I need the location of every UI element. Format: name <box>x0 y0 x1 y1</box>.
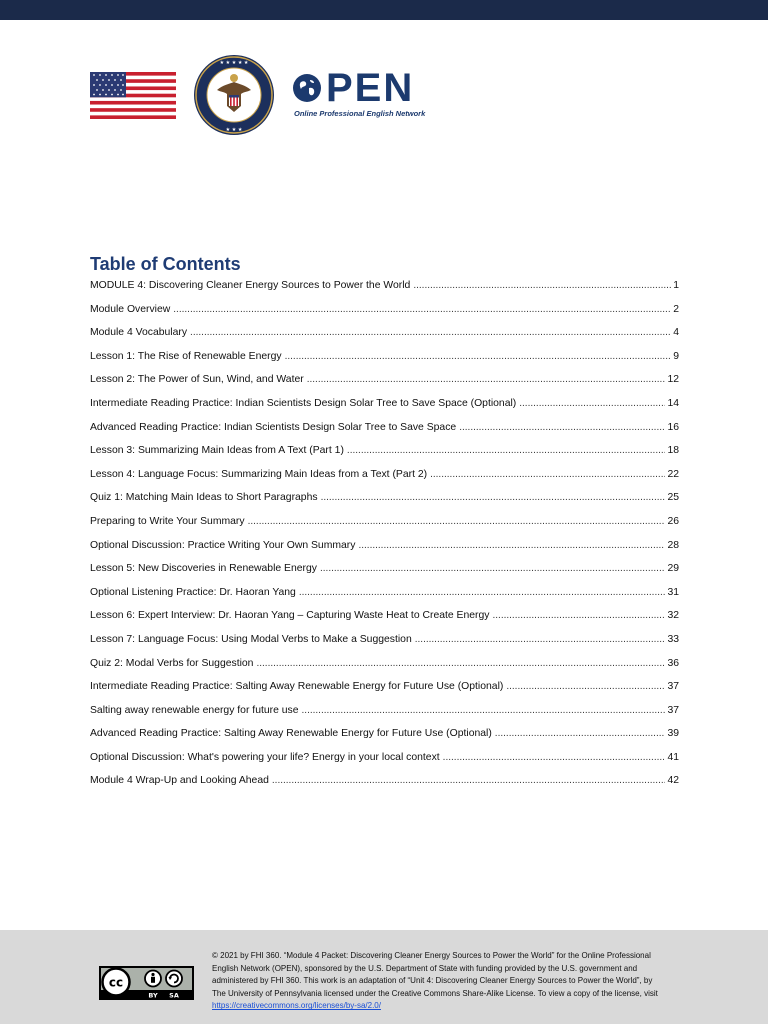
toc-entry[interactable] <box>90 587 679 611</box>
toc-entry-page-number: 1 <box>673 280 679 291</box>
toc-dot-leader <box>413 280 671 291</box>
toc-entry-title: Lesson 5: New Discoveries in Renewable Energy <box>90 563 317 575</box>
seal-text-bottom: ★ ★ ★ <box>225 127 243 133</box>
toc-heading: Table of Contents <box>90 254 241 274</box>
toc-dot-leader <box>492 610 665 621</box>
toc-entry[interactable] <box>90 516 679 540</box>
toc-entry-title: Lesson 7: Language Focus: Using Modal Verbs to Make a Suggestion <box>90 633 412 645</box>
globe-icon <box>292 73 322 103</box>
cc-badge-sa: SA <box>169 991 179 1000</box>
toc-entry-title: Optional Listening Practice: Dr. Haoran Yang <box>90 586 296 598</box>
open-logo <box>292 68 425 118</box>
toc-dot-leader <box>415 634 666 645</box>
toc-entry-title: Intermediate Reading Practice: Indian Scientists Design Solar Tree to Save Space (Optional) <box>90 397 517 409</box>
toc-entry-page-number: 4 <box>673 327 679 339</box>
logo-wordmark: PEN <box>326 66 415 110</box>
license-link[interactable]: https://creativecommons.org/licenses/by-sa/2.0/ <box>212 1001 381 1011</box>
toc-entry-title: Quiz 2: Modal Verbs for Suggestion <box>90 657 254 669</box>
toc-entry[interactable] <box>90 540 679 564</box>
toc-dot-leader <box>299 587 666 598</box>
cc-by-sa-badge-icon <box>99 966 194 1000</box>
toc-dot-leader <box>430 469 665 480</box>
toc-dot-leader <box>347 445 666 456</box>
cc-badge-by: BY <box>148 991 158 1000</box>
toc-entry[interactable] <box>90 351 679 375</box>
toc-entry-page-number: 37 <box>667 704 679 716</box>
toc-entry[interactable] <box>90 374 679 398</box>
toc-entry-page-number: 29 <box>667 563 679 575</box>
toc-entry[interactable] <box>90 775 679 799</box>
toc-entry-title: Advanced Reading Practice: Salting Away Renewable Energy for Future Use (Optional) <box>90 728 492 740</box>
toc-dot-leader <box>173 304 671 315</box>
toc-entry-page-number: 9 <box>673 350 679 362</box>
toc-entry-page-number: 14 <box>667 397 679 409</box>
toc-entry-page-number: 22 <box>667 468 679 480</box>
toc-dot-leader <box>443 752 666 763</box>
toc-entry-page-number: 37 <box>667 681 679 693</box>
toc-entry[interactable] <box>90 752 679 776</box>
toc-entry-title: Optional Discussion: What's powering your life? Energy in your local context <box>90 751 440 763</box>
toc-dot-leader <box>256 658 665 669</box>
toc-dot-leader <box>321 492 666 503</box>
toc-entry-page-number: 42 <box>667 775 679 787</box>
toc-entry-page-number: 33 <box>667 633 679 645</box>
toc-entry[interactable] <box>90 705 679 729</box>
cc-badge-cc: cc <box>108 975 124 990</box>
toc-entry-page-number: 18 <box>667 445 679 457</box>
toc-entry[interactable] <box>90 327 679 351</box>
toc-entry-page-number: 32 <box>667 610 679 622</box>
toc-dot-leader <box>459 422 665 433</box>
toc-entry-page-number: 12 <box>667 374 679 386</box>
toc-entry-page-number: 28 <box>667 539 679 551</box>
table-of-contents <box>90 280 679 799</box>
toc-dot-leader <box>320 563 665 574</box>
toc-dot-leader <box>302 705 666 716</box>
toc-entry[interactable] <box>90 422 679 446</box>
toc-entry-title: Salting away renewable energy for future use <box>90 704 299 716</box>
toc-entry[interactable] <box>90 469 679 493</box>
toc-dot-leader <box>358 540 665 551</box>
toc-entry-title: MODULE 4: Discovering Cleaner Energy Sources to Power the World <box>90 280 411 291</box>
footer-copyright-text <box>212 950 668 1013</box>
department-of-state-seal-icon <box>193 54 275 136</box>
toc-entry-title: Preparing to Write Your Summary <box>90 515 245 527</box>
toc-entry-title: Advanced Reading Practice: Indian Scientists Design Solar Tree to Save Space <box>90 421 457 433</box>
toc-dot-leader <box>519 398 665 409</box>
us-flag-icon <box>90 72 176 119</box>
toc-entry-title: Lesson 4: Language Focus: Summarizing Main Ideas from a Text (Part 2) <box>90 468 428 480</box>
toc-entry[interactable] <box>90 304 679 328</box>
toc-entry[interactable] <box>90 563 679 587</box>
toc-entry-title: Lesson 3: Summarizing Main Ideas from A Text (Part 1) <box>90 445 344 457</box>
toc-entry-title: Lesson 2: The Power of Sun, Wind, and Water <box>90 374 304 386</box>
toc-entry[interactable] <box>90 658 679 682</box>
toc-entry-page-number: 2 <box>673 303 679 315</box>
toc-entry[interactable] <box>90 445 679 469</box>
toc-entry-title: Module Overview <box>90 303 171 315</box>
toc-entry[interactable] <box>90 280 679 304</box>
toc-entry-title: Lesson 6: Expert Interview: Dr. Haoran Yang – Capturing Waste Heat to Create Energy <box>90 610 490 622</box>
toc-entry-page-number: 26 <box>667 515 679 527</box>
toc-entry[interactable] <box>90 634 679 658</box>
toc-dot-leader <box>285 351 672 362</box>
toc-entry-page-number: 41 <box>667 751 679 763</box>
toc-entry-title: Module 4 Wrap-Up and Looking Ahead <box>90 775 269 787</box>
toc-entry[interactable] <box>90 398 679 422</box>
toc-entry[interactable] <box>90 728 679 752</box>
toc-dot-leader <box>495 728 666 739</box>
toc-entry-page-number: 25 <box>667 492 679 504</box>
toc-entry[interactable] <box>90 681 679 705</box>
toc-dot-leader <box>190 327 671 338</box>
toc-dot-leader <box>272 775 666 786</box>
toc-entry-page-number: 16 <box>667 421 679 433</box>
toc-dot-leader <box>506 681 665 692</box>
toc-entry[interactable] <box>90 492 679 516</box>
toc-entry[interactable] <box>90 610 679 634</box>
toc-entry-title: Lesson 1: The Rise of Renewable Energy <box>90 350 282 362</box>
toc-entry-title: Intermediate Reading Practice: Salting Away Renewable Energy for Future Use (Optional) <box>90 681 504 693</box>
toc-dot-leader <box>307 374 666 385</box>
top-banner-bar <box>0 0 768 20</box>
toc-entry-title: Optional Discussion: Practice Writing Your Own Summary <box>90 539 356 551</box>
toc-dot-leader <box>248 516 666 527</box>
toc-entry-page-number: 39 <box>667 728 679 740</box>
toc-entry-page-number: 31 <box>667 586 679 598</box>
toc-entry-title: Quiz 1: Matching Main Ideas to Short Paragraphs <box>90 492 318 504</box>
toc-entry-title: Module 4 Vocabulary <box>90 327 188 339</box>
toc-entry-page-number: 36 <box>667 657 679 669</box>
footer-copyright-body: © 2021 by FHI 360. “Module 4 Packet: Discovering Cleaner Energy Sources to Power the World” for the Online Professional English Network (OPEN), sponsored by the U.S. Department of State with funding provided by the U.S. government and administered by FHI 360. This work is an adaptation of “Unit 4: Discovering Cleaner Energy Sources to Power the World”, by The University of Pennsylvania licensed under the Creative Commons Share-Alike License. To view a copy of the license, visit <box>212 951 658 998</box>
seal-text-top: ★ ★ ★ ★ ★ <box>219 60 249 66</box>
logo-subtitle: Online Professional English Network <box>294 109 426 118</box>
